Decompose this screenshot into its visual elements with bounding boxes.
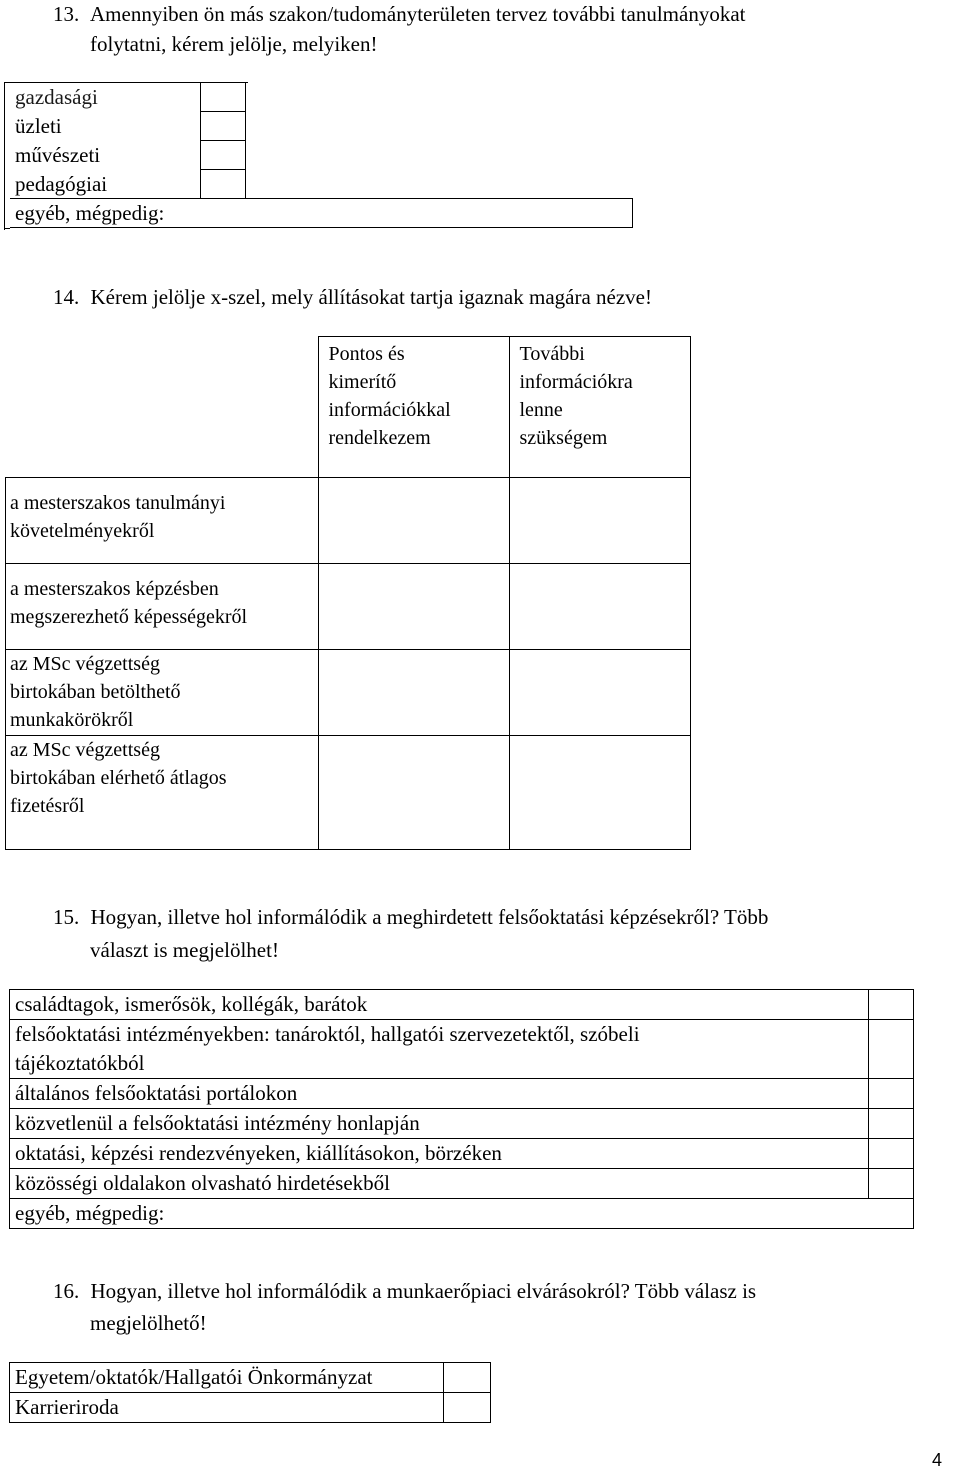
q15-heading — [53, 903, 768, 932]
q15-option-checkbox[interactable] — [869, 990, 914, 1020]
q14-row-label-line: birtokában elérhető átlagos — [10, 767, 227, 789]
q15-option-label: általános felsőoktatási portálokon — [10, 1079, 869, 1109]
q15-option-label: családtagok, ismerősök, kollégák, barátok — [10, 990, 869, 1020]
q14-row-label — [6, 650, 319, 736]
q14-checkbox-col1[interactable] — [318, 736, 509, 850]
q14-row-label-line: a mesterszakos tanulmányi — [10, 492, 226, 514]
q13-option-checkbox[interactable] — [201, 112, 246, 141]
q13-other-label: egyéb, mégpedig: — [15, 201, 165, 225]
q14-col1-header-line: információkkal — [328, 399, 451, 421]
q15-option-label-line: tájékoztatókból — [15, 1051, 145, 1075]
q15-option-checkbox[interactable] — [869, 1079, 914, 1109]
q14-row-label — [6, 564, 319, 650]
q13-option-label: üzleti — [15, 113, 62, 138]
q15-table — [9, 989, 914, 1229]
q16-number: 16. — [53, 1279, 80, 1303]
q15-option-label: közösségi oldalakon olvasható hirdetésekből — [10, 1169, 869, 1199]
q14-checkbox-col1[interactable] — [318, 650, 509, 736]
q14-row-label-line: követelményekről — [10, 520, 155, 542]
q15-option-checkbox[interactable] — [869, 1139, 914, 1169]
q14-col1-header-line: rendelkezem — [328, 427, 431, 449]
q15-number: 15. — [53, 905, 80, 929]
q16-option-checkbox[interactable] — [444, 1363, 491, 1393]
q13-other-field[interactable] — [10, 198, 633, 228]
q13-options-table — [10, 82, 246, 199]
q14-row-label-line: birtokában betölthető — [10, 681, 181, 703]
q14-number: 14. — [53, 285, 80, 309]
q16-text-line1: Hogyan, illetve hol informálódik a munkaerőpiaci elvárásokról? Több válasz is — [90, 1279, 757, 1303]
q13-top-border — [4, 82, 248, 83]
q14-col1-header — [318, 337, 509, 478]
q15-other-field[interactable] — [10, 1199, 914, 1229]
q14-col2-header-line: információkra — [519, 371, 633, 393]
q14-col2-header-line: További — [519, 343, 585, 365]
q14-col1-header-line: kimerítő — [328, 371, 397, 393]
q16-option-label: Egyetem/oktatók/Hallgatói Önkormányzat — [10, 1363, 444, 1393]
q13-option-label: pedagógiai — [15, 171, 108, 196]
page-number: 4 — [932, 1450, 943, 1470]
q14-row-label-line: az MSc végzettség — [10, 653, 160, 675]
q15-option-checkbox[interactable] — [869, 1169, 914, 1199]
q13-number: 13. — [53, 2, 80, 26]
q14-col1-header-line: Pontos és — [328, 343, 405, 365]
q14-col2-header — [509, 337, 690, 478]
q14-checkbox-col2[interactable] — [509, 478, 690, 564]
q14-row-label-line: fizetésről — [10, 795, 85, 817]
q14-heading — [53, 283, 652, 312]
q14-row-label-line: az MSc végzettség — [10, 739, 160, 761]
q14-checkbox-col2[interactable] — [509, 736, 690, 850]
q15-option-checkbox[interactable] — [869, 1020, 914, 1079]
q14-row-label — [6, 478, 319, 564]
q14-col2-header-line: lenne — [519, 399, 563, 421]
q14-checkbox-col1[interactable] — [318, 564, 509, 650]
q13-heading — [53, 0, 746, 29]
q16-table — [9, 1362, 491, 1423]
q14-text: Kérem jelölje x-szel, mely állításokat tartja igaznak magára nézve! — [90, 285, 652, 309]
q16-option-checkbox[interactable] — [444, 1393, 491, 1423]
q14-col2-header-line: szükségem — [519, 427, 608, 449]
q13-option-checkbox[interactable] — [201, 170, 246, 199]
q15-option-label — [10, 1020, 869, 1079]
q13-text-line1: Amennyiben ön más szakon/tudományterületen tervez további tanulmányokat — [90, 2, 746, 26]
q14-corner-cell — [6, 337, 319, 478]
q13-option-checkbox[interactable] — [201, 141, 246, 170]
q16-option-label: Karrieriroda — [10, 1393, 444, 1423]
q13-text-line2: folytatni, kérem jelölje, melyiken! — [90, 32, 378, 56]
q13-corner — [4, 198, 10, 229]
q14-checkbox-col1[interactable] — [318, 478, 509, 564]
q13-option-label: gazdasági — [15, 84, 98, 109]
q16-text-line2: megjelölhető! — [90, 1311, 207, 1335]
q14-checkbox-col2[interactable] — [509, 650, 690, 736]
q14-row-label-line: megszerezhető képességekről — [10, 606, 248, 628]
q15-text-line1: Hogyan, illetve hol informálódik a meghirdetett felsőoktatási képzésekről? Több — [90, 905, 769, 929]
q15-text-line2: választ is megjelölhet! — [90, 938, 279, 962]
q14-checkbox-col2[interactable] — [509, 564, 690, 650]
q15-option-label-line: felsőoktatási intézményekben: tanároktól, hallgatói szervezetektől, szóbeli — [15, 1022, 640, 1046]
q14-row-label-line: a mesterszakos képzésben — [10, 578, 219, 600]
q14-row-label — [6, 736, 319, 850]
q15-option-label: közvetlenül a felsőoktatási intézmény honlapján — [10, 1109, 869, 1139]
q15-option-label: oktatási, képzési rendezvényeken, kiállításokon, börzéken — [10, 1139, 869, 1169]
q16-heading — [53, 1277, 756, 1306]
q15-option-checkbox[interactable] — [869, 1109, 914, 1139]
q13-option-checkbox[interactable] — [201, 83, 246, 112]
q14-row-label-line: munkakörökről — [10, 709, 134, 731]
q13-option-label: művészeti — [15, 142, 101, 167]
q14-table — [5, 336, 691, 850]
q15-other-label: egyéb, mégpedig: — [15, 1201, 165, 1225]
